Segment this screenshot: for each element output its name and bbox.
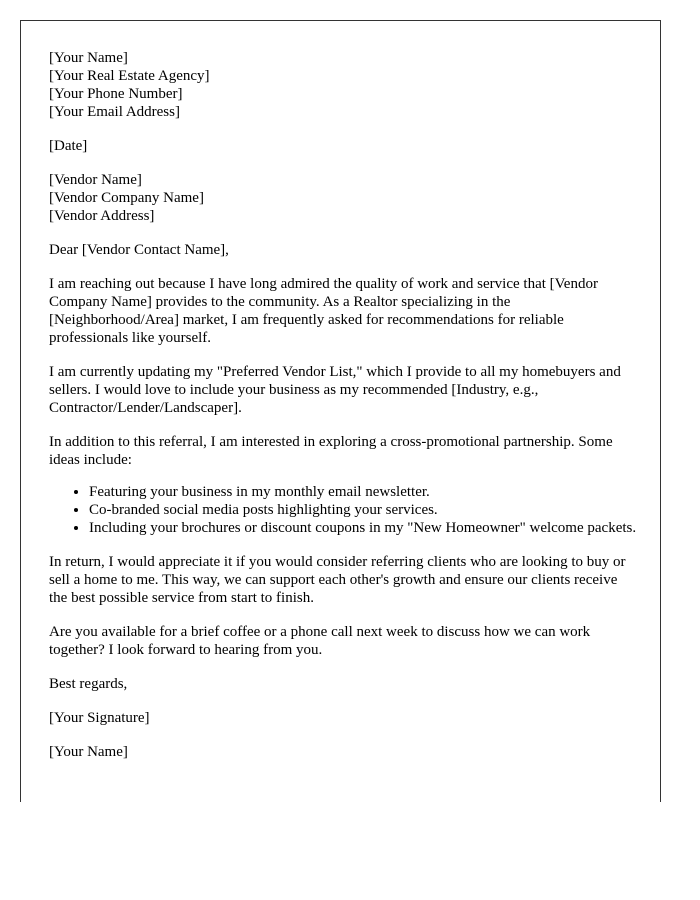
letter-body bbox=[49, 49, 639, 777]
ideas-list bbox=[49, 483, 639, 537]
recipient-company: [Vendor Company Name] bbox=[49, 190, 204, 206]
paragraph-vendor-list: I am currently updating my "Preferred Vendor List," which I provide to all my homebuyers and sellers. I would love to include your business as my recommended [Industry, e.g., Contractor/Lender/Landscaper]. bbox=[49, 364, 621, 416]
date-block bbox=[49, 137, 639, 155]
signature: [Your Signature] bbox=[49, 710, 150, 726]
sender-phone: [Your Phone Number] bbox=[49, 86, 183, 102]
letter-date: [Date] bbox=[49, 138, 88, 154]
list-item: • Co-branded social media posts highlighting your services. bbox=[89, 501, 639, 519]
list-item: • Featuring your business in my monthly email newsletter. bbox=[89, 483, 639, 501]
letter-page bbox=[20, 20, 661, 802]
paragraph-referral: In return, I would appreciate it if you would consider referring clients who are looking to buy or sell a home to me. This way, we can support each other's growth and ensure our clients receive the best possible service from start to finish. bbox=[49, 554, 626, 606]
salutation: Dear [Vendor Contact Name], bbox=[49, 242, 229, 258]
closing: Best regards, bbox=[49, 676, 128, 692]
recipient-block bbox=[49, 171, 639, 225]
sender-block bbox=[49, 49, 639, 121]
sender-name: [Your Name] bbox=[49, 50, 128, 66]
list-item: • Including your brochures or discount coupons in my "New Homeowner" welcome packets. bbox=[89, 519, 639, 537]
recipient-name: [Vendor Name] bbox=[49, 172, 142, 188]
paragraph-meeting: Are you available for a brief coffee or a phone call next week to discuss how we can work together? I look forward to hearing from you. bbox=[49, 624, 591, 658]
signoff-name: [Your Name] bbox=[49, 744, 128, 760]
paragraph-intro: I am reaching out because I have long admired the quality of work and service that [Vendor Company Name] provides to the community. As a Realtor specializing in the [Neighborhood/Area] market, I am frequently asked for recommendations for reliable professionals like yourself. bbox=[49, 276, 598, 346]
sender-email: [Your Email Address] bbox=[49, 104, 180, 120]
paragraph-partnership: In addition to this referral, I am interested in exploring a cross-promotional partnership. Some ideas include: bbox=[49, 434, 613, 468]
sender-agency: [Your Real Estate Agency] bbox=[49, 68, 210, 84]
recipient-address: [Vendor Address] bbox=[49, 208, 155, 224]
